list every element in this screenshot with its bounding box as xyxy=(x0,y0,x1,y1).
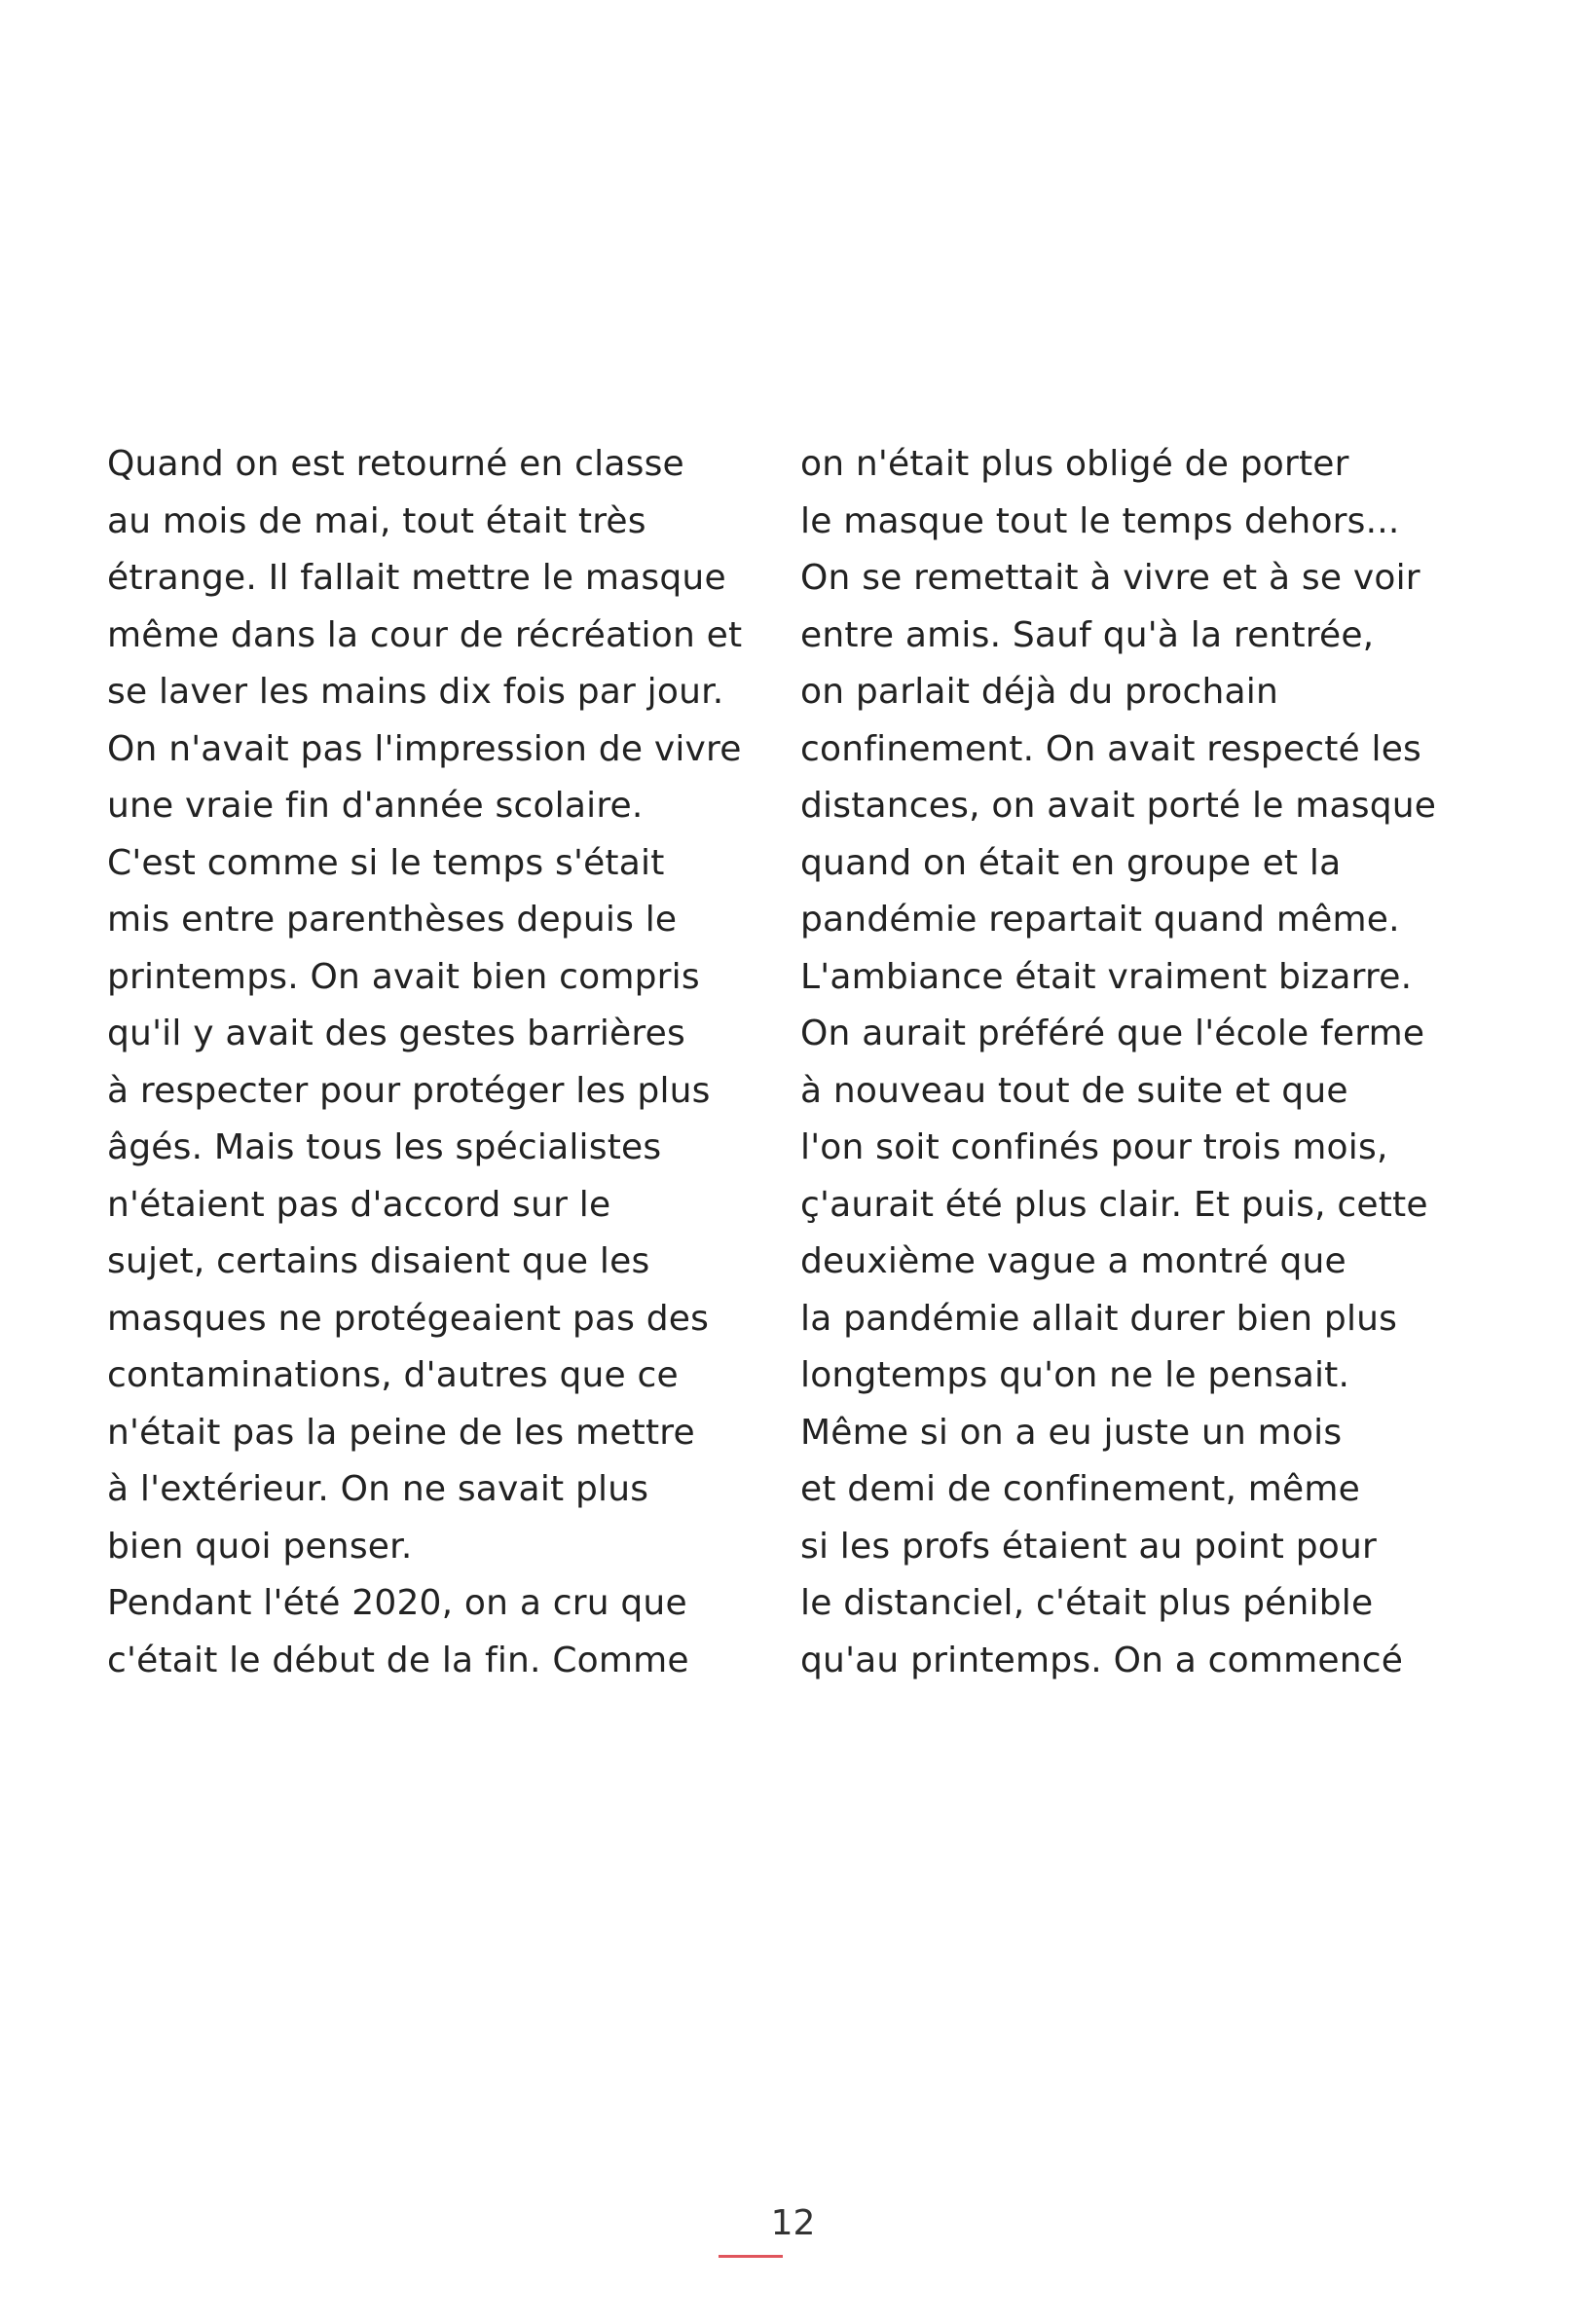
text-line: L'ambiance était vraiment bizarre. xyxy=(800,956,1413,997)
text-line: on n'était plus obligé de porter xyxy=(800,444,1349,484)
text-line: on parlait déjà du prochain xyxy=(800,672,1279,712)
text-line: entre amis. Sauf qu'à la rentrée, xyxy=(800,614,1375,655)
page-number-underline xyxy=(719,2255,783,2258)
text-line: C'est comme si le temps s'était xyxy=(107,842,665,883)
text-line: mis entre parenthèses depuis le xyxy=(107,900,678,940)
text-line: On n'avait pas l'impression de vivre xyxy=(107,728,742,769)
text-column-right xyxy=(800,436,1453,1689)
text-line: sujet, certains disaient que les xyxy=(107,1241,650,1281)
text-line: âgés. Mais tous les spécialistes xyxy=(107,1127,662,1167)
text-column-left xyxy=(107,436,759,1689)
page-footer xyxy=(0,2202,1586,2245)
text-line: On aurait préféré que l'école ferme xyxy=(800,1014,1425,1053)
text-line: Pendant l'été 2020, on a cru que xyxy=(107,1583,687,1623)
text-line: ç'aurait été plus clair. Et puis, cette xyxy=(800,1184,1428,1225)
text-line: deuxième vague a montré que xyxy=(800,1241,1346,1281)
text-line: une vraie fin d'année scolaire. xyxy=(107,786,644,826)
text-line: la pandémie allait durer bien plus xyxy=(800,1298,1398,1339)
text-line: Même si on a eu juste un mois xyxy=(800,1412,1343,1453)
text-line: printemps. On avait bien compris xyxy=(107,956,700,997)
text-line: contaminations, d'autres que ce xyxy=(107,1355,679,1395)
text-line: confinement. On avait respecté les xyxy=(800,728,1422,769)
text-line: longtemps qu'on ne le pensait. xyxy=(800,1355,1350,1395)
text-line: se laver les mains dix fois par jour. xyxy=(107,672,724,712)
text-line: si les profs étaient au point pour xyxy=(800,1526,1378,1567)
text-line: pandémie repartait quand même. xyxy=(800,900,1400,940)
text-line: qu'il y avait des gestes barrières xyxy=(107,1014,685,1053)
text-line: le masque tout le temps dehors... xyxy=(800,500,1400,541)
text-line: le distanciel, c'était plus pénible xyxy=(800,1583,1374,1623)
text-line: étrange. Il fallait mettre le masque xyxy=(107,558,726,598)
text-line: On se remettait à vivre et à se voir xyxy=(800,558,1420,598)
text-line: quand on était en groupe et la xyxy=(800,842,1342,883)
text-line: masques ne protégeaient pas des xyxy=(107,1298,710,1339)
text-line: même dans la cour de récréation et xyxy=(107,614,743,655)
text-line: distances, on avait porté le masque xyxy=(800,786,1437,826)
text-line: bien quoi penser. xyxy=(107,1526,413,1567)
text-line: n'étaient pas d'accord sur le xyxy=(107,1184,611,1225)
text-line: et demi de confinement, même xyxy=(800,1469,1361,1509)
text-line: qu'au printemps. On a commencé xyxy=(800,1640,1404,1680)
text-line: Quand on est retourné en classe xyxy=(107,444,684,484)
page-number: 12 xyxy=(770,2203,816,2243)
text-line: à nouveau tout de suite et que xyxy=(800,1070,1348,1111)
text-line: à respecter pour protéger les plus xyxy=(107,1070,711,1111)
text-line: à l'extérieur. On ne savait plus xyxy=(107,1469,649,1509)
text-line: c'était le début de la fin. Comme xyxy=(107,1640,689,1680)
text-line: au mois de mai, tout était très xyxy=(107,500,646,541)
text-line: l'on soit confinés pour trois mois, xyxy=(800,1127,1388,1167)
text-line: n'était pas la peine de les mettre xyxy=(107,1412,695,1453)
